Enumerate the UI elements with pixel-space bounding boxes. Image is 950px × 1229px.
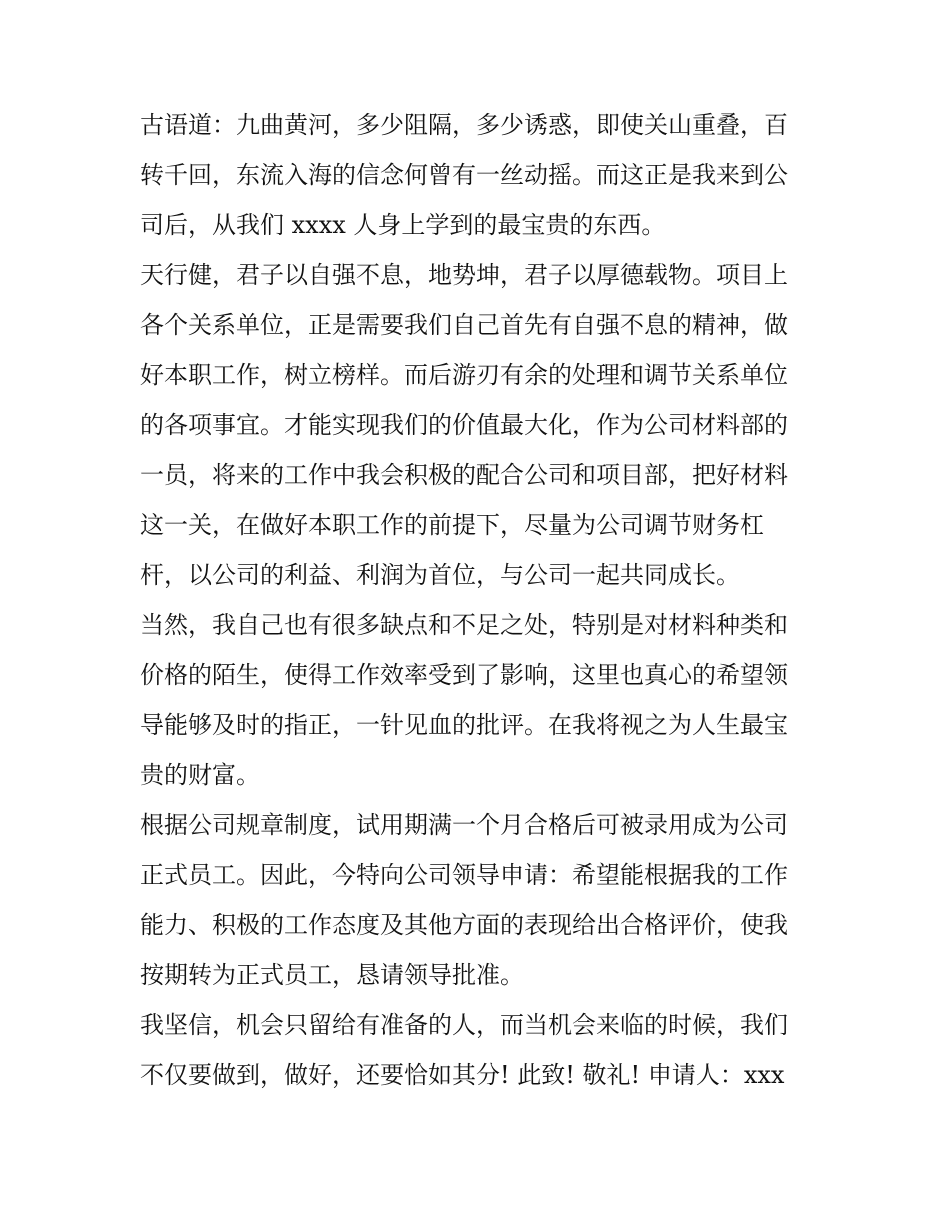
paragraph-5 <box>140 1000 818 1100</box>
text-line: 各个关系单位，正是需要我们自己首先有自强不息的精神，做 <box>140 311 788 339</box>
text-line: 根据公司规章制度，试用期满一个月合格后可被录用成为公司 <box>140 811 788 839</box>
text-line: 导能够及时的指正，一针见血的批评。在我将视之为人生最宝 <box>140 711 788 739</box>
text-line: 我坚信，机会只留给有准备的人，而当机会来临的时候，我们 <box>140 1011 788 1039</box>
text-line: 好本职工作，树立榜样。而后游刃有余的处理和调节关系单位 <box>140 361 788 389</box>
text-line: 的各项事宜。才能实现我们的价值最大化，作为公司材料部的 <box>140 411 788 439</box>
paragraph-4 <box>140 800 818 1000</box>
text-line: 一员，将来的工作中我会积极的配合公司和项目部，把好材料 <box>140 461 788 489</box>
text-line: 司后，从我们 xxxx 人身上学到的最宝贵的东西。 <box>140 211 666 239</box>
text-line: 这一关，在做好本职工作的前提下，尽量为公司调节财务杠 <box>140 511 764 539</box>
paragraph-2 <box>140 250 818 600</box>
paragraph-1 <box>140 100 818 250</box>
paragraph-3 <box>140 600 818 800</box>
text-line: 正式员工。因此，今特向公司领导申请：希望能根据我的工作 <box>140 861 788 889</box>
text-line: 能力、积极的工作态度及其他方面的表现给出合格评价，使我 <box>140 911 788 939</box>
document-body <box>140 100 818 1100</box>
text-line: 古语道：九曲黄河，多少阻隔，多少诱惑，即使关山重叠，百 <box>140 111 788 139</box>
text-line: 不仅要做到，做好，还要恰如其分! 此致! 敬礼! 申请人：xxx <box>140 1061 785 1089</box>
text-line: 当然，我自己也有很多缺点和不足之处，特别是对材料种类和 <box>140 611 788 639</box>
text-line: 转千回，东流入海的信念何曾有一丝动摇。而这正是我来到公 <box>140 161 788 189</box>
text-line: 贵的财富。 <box>140 761 260 789</box>
text-line: 杆，以公司的利益、利润为首位，与公司一起共同成长。 <box>140 561 740 589</box>
text-line: 按期转为正式员工，恳请领导批准。 <box>140 961 524 989</box>
text-line: 价格的陌生，使得工作效率受到了影响，这里也真心的希望领 <box>140 661 788 689</box>
text-line: 天行健，君子以自强不息，地势坤，君子以厚德载物。项目上 <box>140 261 788 289</box>
